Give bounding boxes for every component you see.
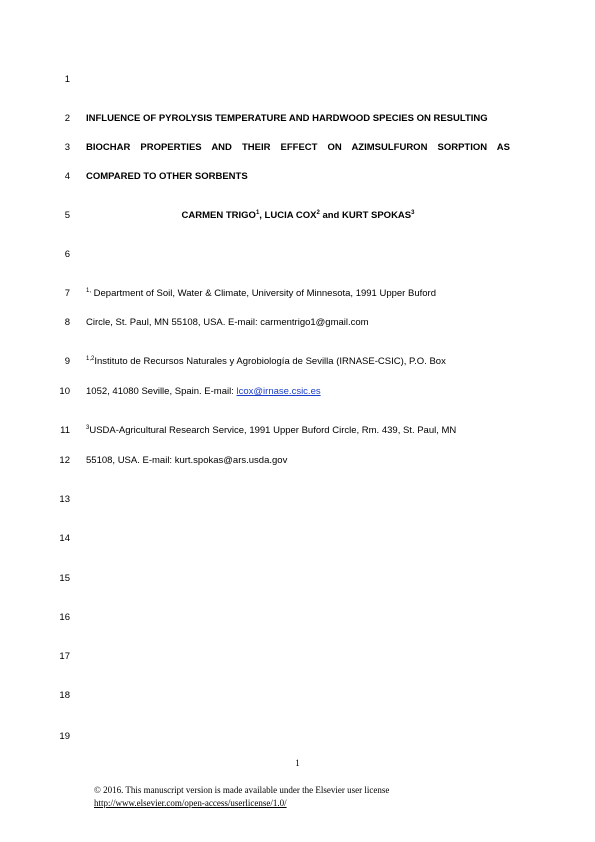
line-number: 5 [64,210,70,221]
line-number: 12 [59,455,70,466]
line-number: 6 [64,249,70,260]
line-number: 7 [64,288,70,299]
line-number: 15 [59,573,70,584]
affiliation-3-line-1 [86,425,510,437]
affiliation-mark: 1, [86,288,92,294]
line-number: 1 [64,74,70,85]
license-text: © 2016. This manuscript version is made available under the Elsevier user license [94,785,390,795]
affiliation-text: 1052, 41080 Seville, Spain. E-mail: [86,386,237,397]
affiliation-mark: 1,2 [86,356,95,362]
author-affiliation-mark: 2 [316,210,320,216]
affiliation-1-line-2: Circle, St. Paul, MN 55108, USA. E-mail: carmentrigo1@gmail.com [86,317,369,328]
affiliation-2-line-2 [86,386,510,398]
affiliation-1-line-1 [86,288,510,300]
title-line-2: BIOCHAR PROPERTIES AND THEIR EFFECT ON AZIMSULFURON SORPTION AS [86,142,510,153]
author-list [86,210,510,222]
line-number: 14 [59,533,70,544]
email-link[interactable]: lcox@irnase.csic.es [236,386,321,397]
line-number: 10 [59,386,70,397]
title-line-1: INFLUENCE OF PYROLYSIS TEMPERATURE AND HARDWOOD SPECIES ON RESULTING [86,113,488,124]
line-number: 8 [64,317,70,328]
author-name: , LUCIA COX [259,210,317,221]
page-number: 1 [295,758,300,768]
affiliation-3-line-2: 55108, USA. E-mail: kurt.spokas@ars.usda.gov [86,455,288,466]
line-number: 11 [60,425,70,436]
line-number: 18 [59,690,70,701]
line-number: 17 [59,651,70,662]
line-number: 9 [64,356,70,367]
author-name: CARMEN TRIGO [181,210,256,221]
affiliation-text: Department of Soil, Water & Climate, University of Minnesota, 1991 Upper Buford [91,288,436,299]
license-link[interactable]: http://www.elsevier.com/open-access/userlicense/1.0/ [94,798,287,808]
affiliation-text: USDA-Agricultural Research Service, 1991 Upper Buford Circle, Rm. 439, St. Paul, MN [89,425,457,436]
author-name: and KURT SPOKAS [319,210,412,221]
author-affiliation-mark: 1 [255,210,260,216]
affiliation-2-line-1 [86,356,510,368]
line-number: 2 [64,113,70,124]
author-affiliation-mark: 3 [411,210,415,216]
line-number: 19 [59,731,70,742]
title-line-3: COMPARED TO OTHER SORBENTS [86,171,248,182]
line-number: 4 [64,171,70,182]
line-number: 3 [64,142,70,153]
affiliation-mark: 3 [86,425,90,431]
affiliation-text: Instituto de Recursos Naturales y Agrobiología de Sevilla (IRNASE-CSIC), P.O. Box [94,356,446,367]
line-number: 13 [59,494,70,505]
license-link-line [94,798,287,808]
line-number: 16 [59,612,70,623]
